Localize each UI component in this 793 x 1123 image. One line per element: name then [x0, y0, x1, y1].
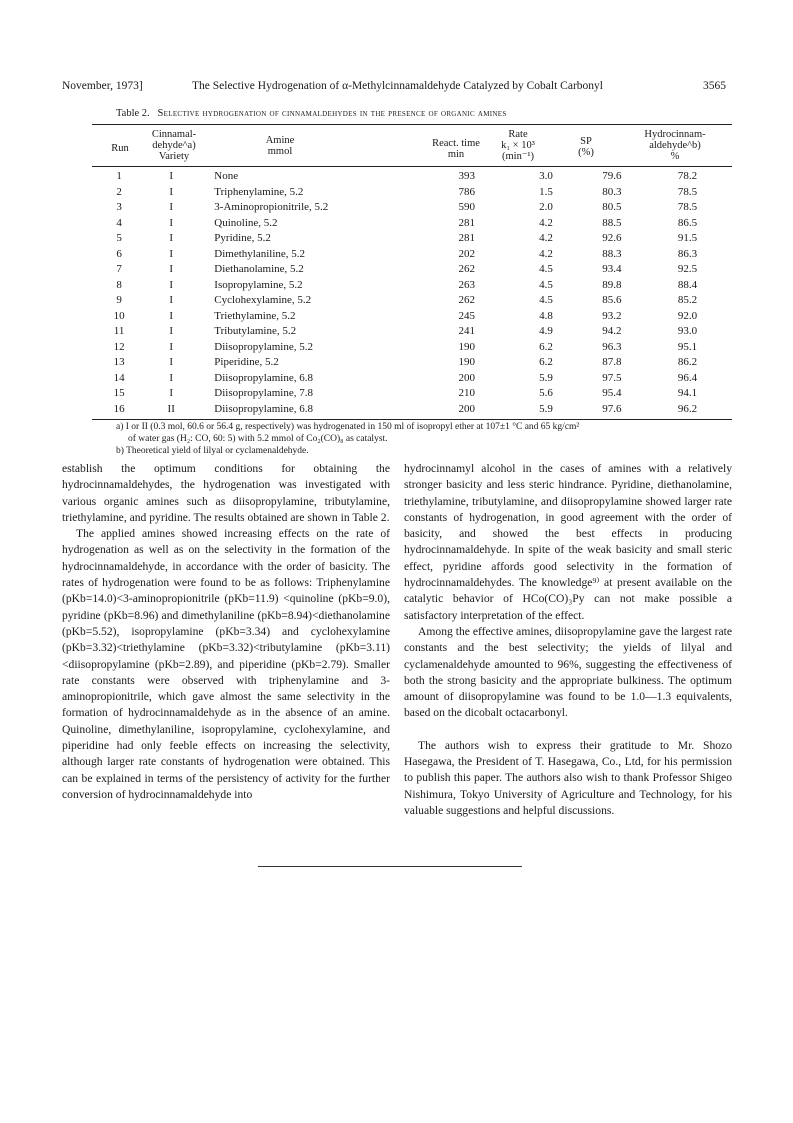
- cell-yield: 93.0: [677, 325, 698, 337]
- cell-rate: 4.5: [539, 294, 553, 306]
- table-row: [92, 309, 732, 325]
- table-row: [92, 402, 732, 418]
- cell-yield: 92.5: [677, 263, 698, 275]
- table-row: [92, 278, 732, 294]
- cell-run: 4: [116, 216, 122, 229]
- cell-amine: Isopropylamine, 5.2: [214, 278, 303, 291]
- col-header-yield-line: %: [670, 151, 680, 163]
- table-row: [92, 340, 732, 356]
- cell-sp: 87.8: [602, 356, 622, 368]
- cell-run: 10: [113, 309, 125, 322]
- col-header-sp-line: (%): [578, 147, 594, 159]
- table-row: [92, 386, 732, 402]
- cell-rate: 5.9: [539, 371, 553, 384]
- col-header-sp: [554, 136, 618, 158]
- col-header-rate-line: (min⁻¹): [501, 151, 535, 163]
- cell-time: 262: [458, 294, 475, 306]
- col-header-amine: [200, 135, 360, 157]
- cell-sp: 85.6: [602, 294, 622, 306]
- table-row: [92, 247, 732, 263]
- col-header-variety: [148, 129, 200, 162]
- cell-rate: 3.0: [539, 170, 553, 182]
- cell-variety: I: [169, 278, 174, 291]
- cell-variety: II: [167, 402, 175, 415]
- cell-sp: 79.6: [602, 170, 622, 182]
- footnote-b: b) Theoretical yield of lilyal or cyclamenaldehyde.: [116, 446, 309, 456]
- cell-yield: 78.5: [677, 185, 698, 198]
- cell-rate: 4.5: [539, 263, 553, 275]
- table-caption: [116, 108, 507, 119]
- cell-yield: 91.5: [677, 232, 698, 244]
- cell-variety: I: [169, 356, 174, 368]
- cell-time: 245: [458, 309, 475, 322]
- cell-rate: 4.9: [539, 325, 553, 337]
- cell-yield: 88.4: [677, 278, 698, 291]
- cell-variety: I: [169, 309, 174, 322]
- cell-sp: 96.3: [602, 340, 622, 353]
- cell-amine: Piperidine, 5.2: [214, 356, 279, 368]
- cell-time: 281: [458, 216, 475, 229]
- cell-variety: I: [169, 201, 174, 213]
- cell-amine: Cyclohexylamine, 5.2: [214, 294, 312, 306]
- cell-amine: Diisopropylamine, 6.8: [214, 402, 313, 415]
- cell-sp: 80.3: [602, 185, 622, 198]
- cell-rate: 4.8: [539, 309, 553, 322]
- cell-time: 393: [458, 170, 475, 182]
- table-row: [92, 262, 732, 278]
- table-label: Table 2.: [116, 108, 150, 119]
- cell-yield: 92.0: [677, 309, 698, 322]
- cell-time: 200: [458, 402, 475, 415]
- table-row: [92, 200, 732, 216]
- cell-rate: 6.2: [539, 356, 553, 368]
- paragraph: The applied amines showed increasing effects on the rate of hydrogenation as well as on the selectivity in the formation of the hydrocinnamaldehyde, in accordance with the order of basicity. The rates of hydrogenation were found to be as follows: Triphenylamine (pKb=14.0)<3-aminopropionitrile (pKb=11.9) <quinoline (pKb=9.0), pyridine (pKb=8.96) and dimethylaniline (pKb=8.94)<diethanolamine (pKb=5.52), isopropylamine (pKb=3.34) and cyclohexylamine (pKb=3.32)<triethylamine (pKb=3.32)<tributylamine (pKb=3.11)<diisopropylamine (pKb=2.89), and piperidine (pKb=2.79). Smaller rate constants were observed with triphenylamine and 3-aminopropionitrile, which gave almost the same selectivity in the formation of hydrocinnamaldehyde as in the absence of an amine. Quinoline, dimethylaniline, isopropylamine, cyclohexylamine, and piperidine had only feeble effects on increasing the selectivity, although larger rate constants of hydrogenation were obtained. This can be explained in terms of the persistency of activity for the further conversion of hydrocinnamaldehyde into: [62, 527, 390, 801]
- cell-time: 190: [458, 340, 475, 353]
- cell-rate: 1.5: [539, 185, 553, 198]
- cell-run: 13: [113, 356, 125, 368]
- cell-run: 9: [116, 294, 122, 306]
- left-column: [62, 461, 390, 803]
- cell-variety: I: [169, 263, 174, 275]
- cell-rate: 5.6: [539, 387, 553, 399]
- table-top-rule: [92, 124, 732, 125]
- cell-sp: 89.8: [602, 278, 622, 291]
- col-header-amine-line: mmol: [267, 146, 293, 158]
- table-row: [92, 216, 732, 232]
- footnote-a-continued: of water gas (H₂: CO, 60: 5) with 5.2 mmol of Co₂(CO)₈ as catalyst.: [128, 434, 388, 444]
- cell-yield: 86.3: [677, 247, 698, 260]
- cell-rate: 6.2: [539, 340, 553, 353]
- col-header-time-line: min: [447, 149, 465, 161]
- cell-amine: 3-Aminopropionitrile, 5.2: [214, 201, 329, 213]
- col-header-variety-line: Cinnamal-: [151, 129, 197, 140]
- cell-amine: Dimethylaniline, 5.2: [214, 247, 306, 260]
- cell-run: 5: [116, 232, 122, 244]
- cell-run: 16: [113, 402, 125, 415]
- col-header-run: Run: [111, 143, 129, 154]
- cell-run: 1: [116, 170, 122, 182]
- col-header-sp-line: SP: [580, 136, 592, 147]
- cell-amine: Triphenylamine, 5.2: [214, 185, 304, 198]
- cell-variety: I: [169, 216, 174, 229]
- cell-sp: 93.4: [602, 263, 622, 275]
- cell-rate: 4.2: [539, 247, 553, 260]
- cell-amine: Tributylamine, 5.2: [214, 325, 297, 337]
- cell-time: 210: [458, 387, 475, 399]
- col-header-yield-line: Hydrocinnam-: [644, 129, 706, 140]
- cell-yield: 95.1: [677, 340, 698, 353]
- cell-amine: Diisopropylamine, 7.8: [214, 387, 313, 399]
- col-header-time-line: React. time: [432, 138, 480, 149]
- cell-time: 241: [458, 325, 475, 337]
- cell-variety: I: [169, 371, 174, 384]
- end-rule: [258, 866, 522, 867]
- cell-variety: I: [169, 340, 174, 353]
- cell-rate: 4.5: [539, 278, 553, 291]
- cell-run: 2: [116, 185, 122, 198]
- cell-variety: I: [169, 325, 174, 337]
- cell-time: 786: [458, 185, 475, 198]
- cell-rate: 4.2: [539, 216, 553, 229]
- cell-rate: 5.9: [539, 402, 553, 415]
- page-number: 3565: [703, 80, 726, 92]
- cell-sp: 93.2: [602, 309, 622, 322]
- table-caption-text: Selective hydrogenation of cinnamaldehydes in the presence of organic amines: [157, 108, 507, 119]
- cell-sp: 88.5: [602, 216, 622, 229]
- cell-yield: 86.2: [677, 356, 698, 368]
- acknowledgment-paragraph: The authors wish to express their gratitude to Mr. Shozo Hasegawa, the President of T. Hasegawa, Co., Ltd, for his permission to publish this paper. The authors also wish to thank Professor Shigeo Nishimura, Tokyo University of Agriculture and Technology, for his valuable suggestions and helpful discussions.: [404, 738, 732, 817]
- header-date: November, 1973]: [62, 80, 143, 92]
- cell-amine: Pyridine, 5.2: [214, 232, 271, 244]
- cell-amine: Diisopropylamine, 5.2: [214, 340, 313, 353]
- cell-amine: Diethanolamine, 5.2: [214, 263, 304, 275]
- col-header-yield: [618, 129, 732, 162]
- table-bottom-rule: [92, 419, 732, 420]
- cell-yield: 78.2: [677, 170, 698, 182]
- cell-sp: 97.6: [602, 402, 622, 415]
- table-row: [92, 371, 732, 387]
- cell-run: 6: [116, 247, 122, 260]
- cell-yield: 94.1: [677, 387, 698, 399]
- data-table: [92, 169, 732, 417]
- cell-sp: 80.5: [602, 201, 622, 213]
- table-row: [92, 293, 732, 309]
- cell-sp: 97.5: [602, 371, 622, 384]
- cell-run: 7: [116, 263, 122, 275]
- table-row: [92, 324, 732, 340]
- footnote-a: a) I or II (0.3 mol, 60.6 or 56.4 g, respectively) was hydrogenated in 150 ml of isopropyl ether at 107±1 °C and 65 kg/cm²: [116, 422, 580, 432]
- cell-time: 590: [458, 201, 475, 213]
- cell-sp: 94.2: [602, 325, 622, 337]
- cell-amine: Triethylamine, 5.2: [214, 309, 296, 322]
- cell-variety: I: [169, 294, 174, 306]
- cell-yield: 86.5: [677, 216, 698, 229]
- col-header-yield-line: aldehyde^b): [649, 140, 701, 152]
- col-header-variety-line: dehyde^a): [152, 140, 196, 152]
- cell-yield: 78.5: [677, 201, 698, 213]
- cell-time: 262: [458, 263, 475, 275]
- cell-time: 281: [458, 232, 475, 244]
- col-header-amine-line: Amine: [265, 135, 295, 146]
- cell-yield: 96.2: [677, 402, 698, 415]
- right-column: [404, 461, 732, 819]
- table-row: [92, 231, 732, 247]
- cell-yield: 85.2: [677, 294, 698, 306]
- cell-run: 14: [113, 371, 125, 384]
- paragraph: hydrocinnamyl alcohol in the cases of amines with a relatively stronger basicity and less steric hindrance. Pyridine, diethanolamine, triethylamine, tributylamine, and diisopropylamine showed larger rate constants of hydrogenation, in good agreement with the order of basicity, and showed the best effects in producing hydrocinnamaldehyde. In spite of the weak basicity and small steric effect, pyridine affords good selectivity in the formation of hydrocinnamaldehydes. The knowledge⁹⁾ at present available on the catalytic behavior of HCo(CO)₃Py can not make possible a satisfactory interpretation of the effect.: [404, 462, 732, 622]
- cell-variety: I: [169, 185, 174, 198]
- table-row: [92, 355, 732, 371]
- paragraph: Among the effective amines, diisopropylamine gave the largest rate constants and the best selectivity; the yields of lilyal and cyclamenaldehyde amounted to 96%, suggesting the effectiveness of both the strong basicity and the appropriate bulkiness. The optimum amount of diisopropylamine was found to be 1.0—1.3 equivalents, based on the dicobalt octacarbonyl.: [404, 624, 732, 720]
- cell-time: 202: [458, 247, 475, 260]
- paragraph: establish the optimum conditions for obtaining the hydrocinnamaldehydes, the hydrogenation was investigated with various organic amines such as diisopropylamine, tributylamine, triethylamine, and pyridine. The results obtained are shown in Table 2.: [62, 462, 390, 524]
- col-header-variety-line: Variety: [158, 151, 190, 163]
- cell-time: 190: [458, 356, 475, 368]
- cell-amine: Diisopropylamine, 6.8: [214, 371, 313, 384]
- cell-sp: 88.3: [602, 247, 622, 260]
- cell-run: 12: [113, 340, 125, 353]
- cell-run: 3: [116, 201, 122, 213]
- table-row: [92, 169, 732, 185]
- cell-run: 11: [113, 325, 125, 337]
- cell-time: 263: [458, 278, 475, 291]
- cell-run: 8: [116, 278, 122, 291]
- cell-variety: I: [169, 247, 174, 260]
- cell-variety: I: [169, 170, 174, 182]
- header-title: The Selective Hydrogenation of α-Methylcinnamaldehyde Catalyzed by Cobalt Carbonyl: [192, 80, 603, 92]
- cell-amine: Quinoline, 5.2: [214, 216, 278, 229]
- cell-sp: 92.6: [602, 232, 622, 244]
- cell-time: 200: [458, 371, 475, 384]
- table-header-rule: [92, 166, 732, 167]
- col-header-rate-line: Rate: [508, 129, 528, 140]
- cell-variety: I: [169, 387, 174, 399]
- cell-rate: 4.2: [539, 232, 553, 244]
- col-header-rate-line: k₁ × 10³: [501, 140, 535, 152]
- cell-amine: None: [214, 170, 239, 182]
- table-row: [92, 185, 732, 201]
- cell-rate: 2.0: [539, 201, 553, 213]
- cell-run: 15: [113, 387, 125, 399]
- cell-variety: I: [169, 232, 174, 244]
- cell-sp: 95.4: [602, 387, 622, 399]
- col-header-rate: [482, 129, 554, 162]
- cell-yield: 96.4: [677, 371, 698, 384]
